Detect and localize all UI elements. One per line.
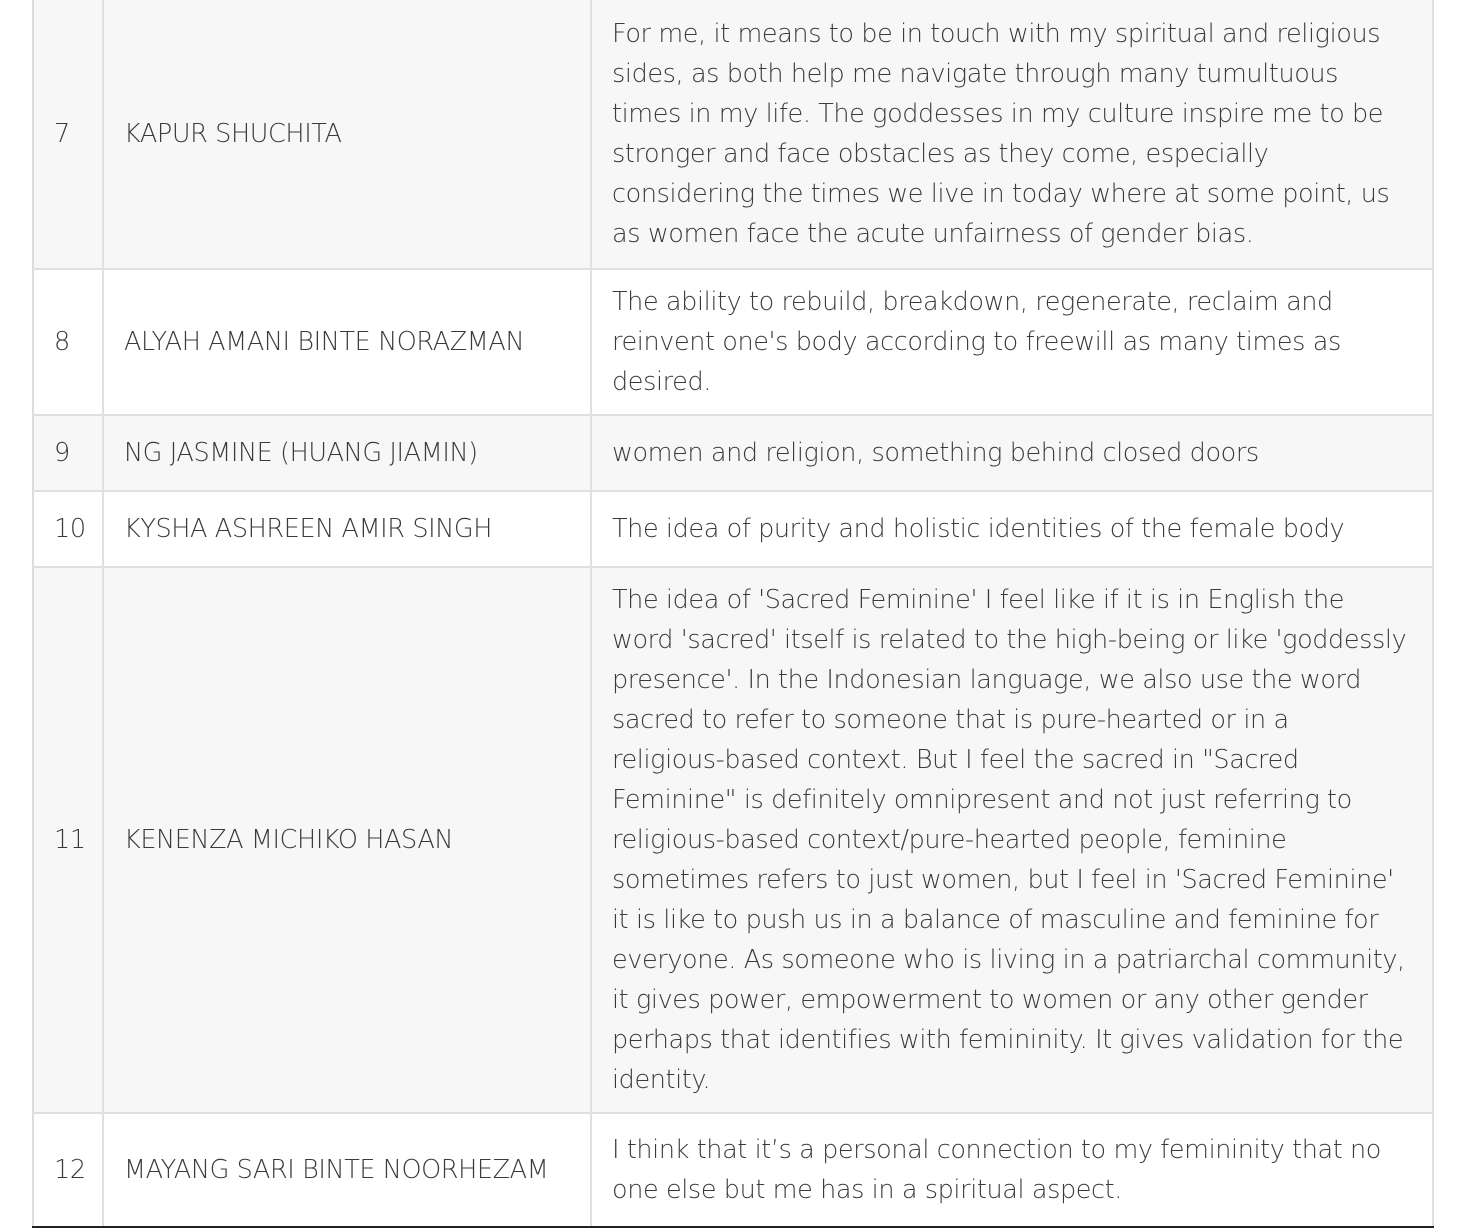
table-row (33, 415, 1433, 491)
table-row (33, 1113, 1433, 1227)
row-number: 7 (33, 0, 103, 269)
participant-response: For me, it means to be in touch with my spiritual and religious sides, as both help me navigate through many tumultuous times in my life. The goddesses in my culture inspire me to be stronger and face obstacles as they come, especially considering the times we live in today where at some point, us as women face the acute unfairness of gender bias. (591, 0, 1433, 269)
row-number: 11 (33, 567, 103, 1113)
participant-name: KENENZA MICHIKO HASAN (103, 567, 591, 1113)
table-row (33, 491, 1433, 567)
table-row (33, 567, 1433, 1113)
row-number: 9 (33, 415, 103, 491)
table-row (33, 269, 1433, 415)
participant-name: KAPUR SHUCHITA (103, 0, 591, 269)
row-number: 10 (33, 491, 103, 567)
table-row (33, 0, 1433, 269)
participant-response: The idea of purity and holistic identities of the female body (591, 491, 1433, 567)
responses-table (32, 0, 1434, 1228)
responses-table-container (32, 0, 1432, 1228)
row-number: 12 (33, 1113, 103, 1227)
participant-name: MAYANG SARI BINTE NOORHEZAM (103, 1113, 591, 1227)
participant-name: KYSHA ASHREEN AMIR SINGH (103, 491, 591, 567)
participant-name: ALYAH AMANI BINTE NORAZMAN (103, 269, 591, 415)
participant-response: The idea of 'Sacred Feminine' I feel like if it is in English the word 'sacred' itself is related to the high-being or like 'goddessly presence'. In the Indonesian language, we also use the word sacred to refer to someone that is pure-hearted or in a religious-based context. But I feel the sacred in "Sacred Feminine" is definitely omnipresent and not just referring to religious-based context/pure-hearted people, feminine sometimes refers to just women, but I feel in 'Sacred Feminine' it is like to push us in a balance of masculine and feminine for everyone. As someone who is living in a patriarchal community, it gives power, empowerment to women or any other gender perhaps that identifies with femininity. It gives validation for the identity. (591, 567, 1433, 1113)
participant-response: I think that it’s a personal connection to my femininity that no one else but me has in a spiritual aspect. (591, 1113, 1433, 1227)
participant-response: women and religion, something behind closed doors (591, 415, 1433, 491)
participant-name: NG JASMINE (HUANG JIAMIN) (103, 415, 591, 491)
participant-response: The ability to rebuild, breakdown, regenerate, reclaim and reinvent one's body according to freewill as many times as desired. (591, 269, 1433, 415)
row-number: 8 (33, 269, 103, 415)
